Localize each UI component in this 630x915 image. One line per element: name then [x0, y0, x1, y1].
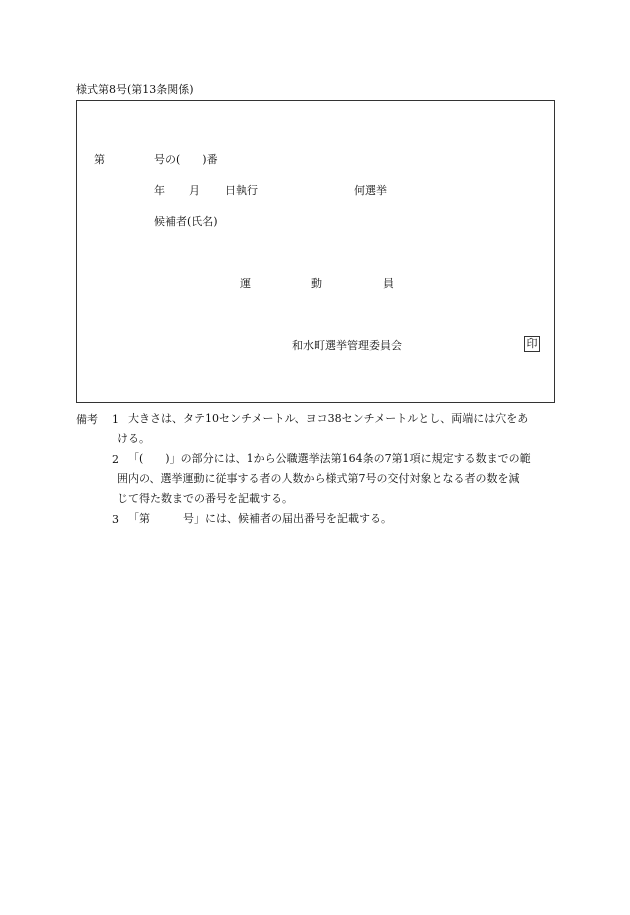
election-name: 何選挙	[354, 184, 387, 197]
note-number: 3	[112, 513, 119, 526]
badge-title-char: 運	[240, 277, 251, 290]
date-year: 年	[154, 184, 165, 197]
note-line: ける。	[117, 432, 150, 445]
number-prefix: 第	[94, 153, 105, 166]
note-line: 「第 号」には、候補者の届出番号を記載する。	[128, 512, 392, 525]
notes-label: 備考	[76, 413, 98, 426]
note-number: 2	[112, 453, 119, 466]
note-line: 大きさは、タテ10センチメートル、ヨコ38センチメートルとし、両端には穴をあ	[128, 412, 529, 425]
badge-form-frame	[76, 100, 555, 403]
form-number: 様式第8号(第13条関係)	[76, 83, 194, 96]
note-line: 囲内の、選挙運動に従事する者の人数から様式第7号の交付対象となる者の数を減	[117, 472, 520, 485]
badge-title-char: 動	[311, 277, 322, 290]
issuer-name: 和水町選挙管理委員会	[292, 339, 402, 352]
candidate-name-label: 候補者(氏名)	[154, 215, 218, 228]
date-month: 月	[189, 184, 200, 197]
note-line: じて得た数までの番号を記載する。	[117, 492, 293, 505]
note-number: 1	[112, 413, 119, 426]
date-day-executed: 日執行	[225, 184, 258, 197]
number-suffix: 号の( )番	[154, 153, 218, 166]
badge-title-char: 員	[383, 277, 394, 290]
note-line: 「( )」の部分には、1から公職選挙法第164条の7第1項に規定する数までの範	[128, 452, 531, 465]
seal-stamp: 印	[524, 336, 540, 352]
